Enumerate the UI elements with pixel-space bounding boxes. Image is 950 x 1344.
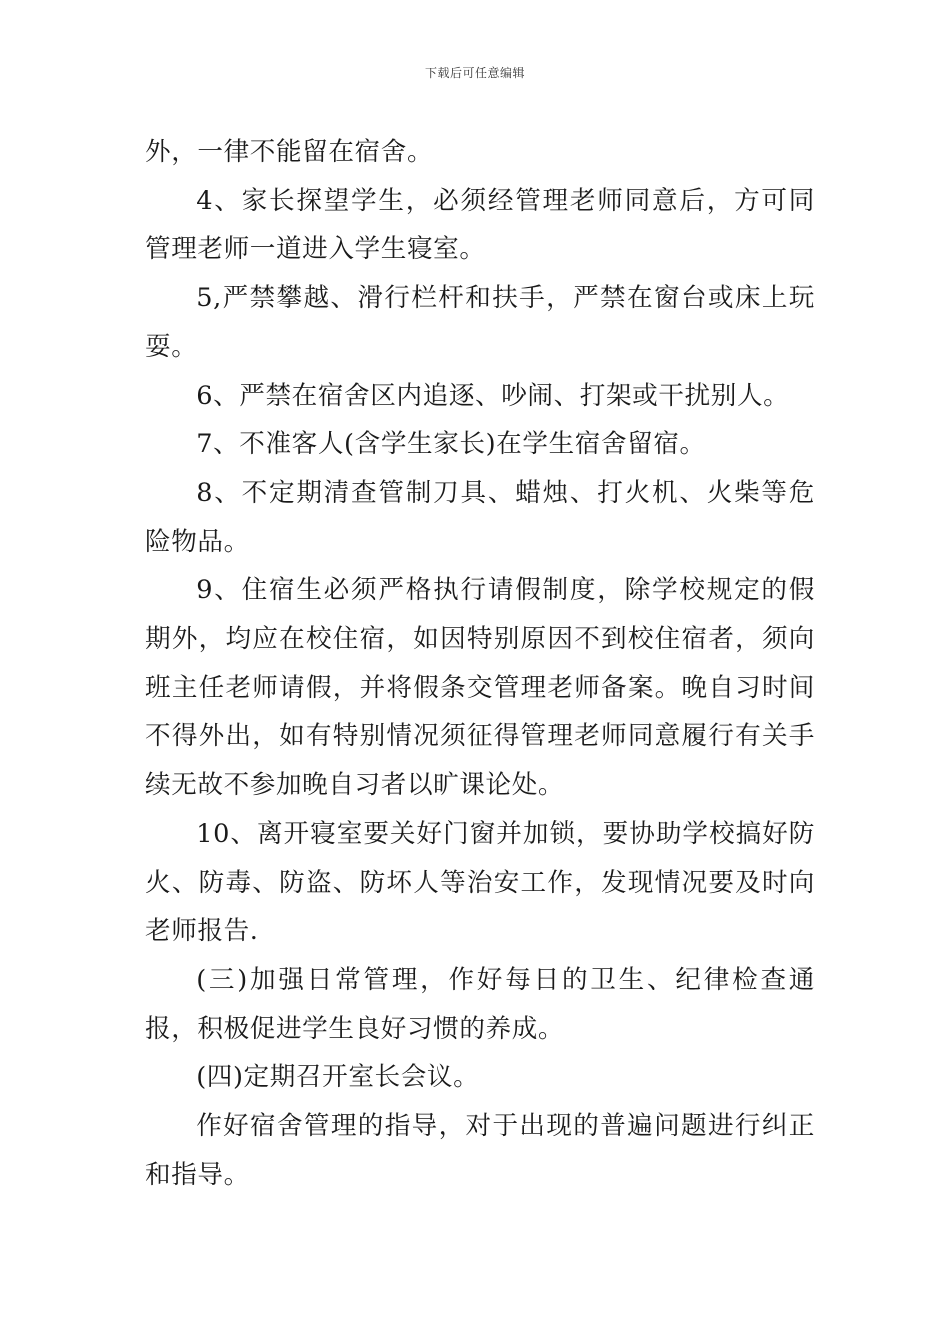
paragraph-8: 10、离开寝室要关好门窗并加锁，要协助学校搞好防火、防毒、防盗、防坏人等治安工作，发现情况要及时向老师报告. xyxy=(145,818,815,947)
page-header: 下载后可任意编辑 xyxy=(424,66,525,80)
paragraph-4: 6、严禁在宿舍区内追逐、吵闹、打架或干扰别人。 xyxy=(196,380,790,411)
paragraph-7: 9、住宿生必须严格执行请假制度，除学校规定的假期外，均应在校住宿，如因特别原因不到校住宿者，须向班主任老师请假，并将假条交管理老师备案。晚自习时间不得外出，如有特别情况须征得管理老师同意履行有关手续无故不参加晚自习者以旷课论处。 xyxy=(145,575,815,801)
paragraph-1: 外，一律不能留在宿舍。 xyxy=(145,137,434,167)
paragraph-5: 7、不准客人(含学生家长)在学生宿舍留宿。 xyxy=(196,429,706,460)
paragraph-11: 作好宿舍管理的指导，对于出现的普遍问题进行纠正和指导。 xyxy=(145,1111,815,1190)
paragraph-6: 8、不定期清查管制刀具、蜡烛、打火机、火柴等危险物品。 xyxy=(145,477,815,557)
paragraph-2: 4、家长探望学生，必须经管理老师同意后，方可同管理老师一道进入学生寝室。 xyxy=(145,185,815,265)
document-body xyxy=(145,128,815,1199)
paragraph-10: (四)定期召开室长会议。 xyxy=(196,1062,480,1093)
paragraph-3: 5,严禁攀越、滑行栏杆和扶手，严禁在窗台或床上玩耍。 xyxy=(145,283,815,362)
paragraph-9: (三)加强日常管理，作好每日的卫生、纪律检查通报，积极促进学生良好习惯的养成。 xyxy=(145,964,815,1044)
